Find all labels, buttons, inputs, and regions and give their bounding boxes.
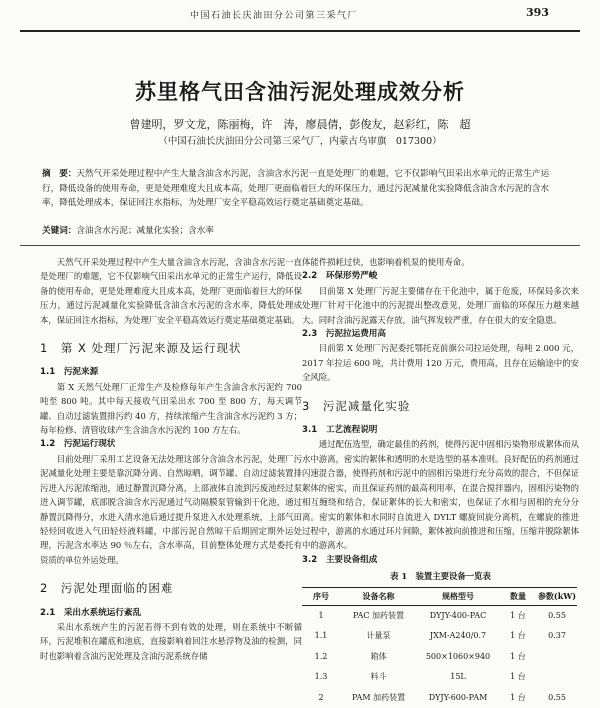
section-3-1-heading: 3.1 工艺流程说明 xyxy=(302,425,378,436)
table-cell: 1 台 xyxy=(510,631,526,641)
section-1-1-text: 第 X 天然气处理厂正常生产及检修每年产生含油含水污泥约 700 吨至 800 吨。其中每天接收气田采出水 700 至 800 方，每天调节罐、自动过滤装置排污约 40 方，持续浓缩产生含油含水污泥约 3 方；每年检修、清管收球产生含油含水污泥约 100 方左右。 xyxy=(40,381,302,436)
abstract-rule xyxy=(20,245,580,246)
table-cell: 0.55 xyxy=(548,692,566,702)
left-column xyxy=(40,255,302,663)
section-2-3-text: 目前第 X 处理厂污泥委托鄂托克前旗公司拉运处理，每吨 2 000 元，2017 年拉运 600 吨，共计费用 120 万元，费用高，且存在运输途中的安全风险。 xyxy=(302,343,579,383)
section-3-1-text: 通过配伍选型，确定最佳的药剂，使得污泥中固相污染物形成絮体而从水中游离，密实的絮体和透明的水是选型的基本准则。良好配伍的药剂通过闪速混合器，使得药剂和污泥中的固相污染进行充分高效的混合，不但保证絮体的密实，而且保证药剂的最高利用率，在混合搅拌器内，固相污染物的相互缠绕和结合，保证絮体的长大和密实，也保证了水相与固相的充分分离。密实的絮体和水同时自流进入 DYLT 螺旋回旋分离机，在螺旋的推进过程中，游离的水通过环片间隙，絮体被向前推进和压缩，压缩并脱除絮体中的游离水。 xyxy=(302,439,579,551)
right-column xyxy=(302,255,579,708)
table-caption: 表 1 装置主要设备一览表 xyxy=(390,571,491,582)
keywords xyxy=(42,224,562,236)
running-title: 中国石油长庆油田分公司第三采气厂 xyxy=(190,11,359,21)
table-cell: JXM-A240/0.7 xyxy=(429,631,487,641)
table-cell: 1 台 xyxy=(510,692,526,702)
equipment-table xyxy=(302,587,577,708)
table-row xyxy=(302,647,577,668)
section-1-2-heading: 1.2 污泥运行现状 xyxy=(40,439,116,450)
paper-title: 苏里格气田含油污泥处理成效分析 xyxy=(135,80,465,104)
table-cell: DYJY-400-PAC xyxy=(429,610,487,620)
section-2-1-heading: 2.1 采出水系统运行紊乱 xyxy=(40,607,142,618)
table-header-cell: 规格型号 xyxy=(417,587,499,605)
table-header-cell: 设备名称 xyxy=(340,587,417,605)
table-header-cell: 数量 xyxy=(499,587,537,605)
table-cell: 1.1 xyxy=(314,631,328,641)
section-2-heading: 2 污泥处理面临的困难 xyxy=(40,581,174,596)
table-cell xyxy=(537,667,577,688)
table-cell: 0.37 xyxy=(548,631,566,641)
section-3-heading: 3 污泥减量化实验 xyxy=(302,398,411,413)
table-row xyxy=(302,626,577,647)
abstract xyxy=(42,167,562,211)
section-2-1-text: 采出水系统产生的污泥若得不到有效的处理，则在系统中不断循环，污泥堆积在罐底和池底，直接影响着回注水悬浮物及油的检测，同时也影响着含油污泥处理及含油污泥系统存储 xyxy=(40,621,302,661)
abstract-label: 摘 要： xyxy=(42,169,77,179)
table-cell: 1.3 xyxy=(314,672,328,682)
section-1-1-heading: 1.1 污泥来源 xyxy=(40,367,99,378)
page-number: 393 xyxy=(526,6,549,19)
keywords-text: 含油含水污泥；减量化实验；含水率 xyxy=(76,226,214,236)
section-2-2-text: 目前第 X 处理厂污泥主要储存在干化池中，属于危废，环保局多次来处理厂针对干化池中的污泥提出整改意见，处理厂面临的环保压力越来越大。同时含油污泥露天存放，油气挥发较严重，存在很大的安全隐患。 xyxy=(302,285,579,325)
table-cell: 500×1060×940 xyxy=(425,651,491,661)
table-cell: 计量泵 xyxy=(366,631,391,641)
continued-text: 体能件损耗过快，也影响着机泵的使用寿命。 xyxy=(302,257,470,267)
table-cell: 0.55 xyxy=(548,610,566,620)
table-cell xyxy=(537,647,577,668)
table-cell: 1 台 xyxy=(510,672,526,682)
table-cell: 15L xyxy=(450,672,466,682)
table-cell: DYJY-600-PAM xyxy=(428,692,488,702)
keywords-label: 关键词： xyxy=(42,226,77,236)
table-cell: PAM 加药装置 xyxy=(351,692,406,702)
table-header-cell: 序号 xyxy=(302,587,340,605)
table-cell: 1.2 xyxy=(314,651,328,661)
running-header xyxy=(0,0,600,44)
table-cell: 1 台 xyxy=(510,651,526,661)
table-header-row xyxy=(302,587,577,605)
table-cell: 1 xyxy=(318,610,324,620)
intro-paragraph: 天然气开采处理过程中产生大量含油含水污泥，含油含水污泥一直是处理厂的难题，它不仅影响气田采出水单元的正常生产运行，降低设备的使用寿命，更是处理难度大且成本高，处理厂更面临着巨大的环保压力，通过污泥减量化实验降低含油含水污泥的含水率，降低处理成本，保证回注水指标，为处理厂安全平稳高效运行奠定基础奠定基础。 xyxy=(40,257,302,325)
table-header-cell: 参数(kW) xyxy=(537,587,577,605)
table-cell: PAC 加药装置 xyxy=(352,610,405,620)
header-rule xyxy=(20,30,580,32)
table-cell: 料斗 xyxy=(370,672,387,682)
section-3-2-heading: 3.2 主要设备组成 xyxy=(302,554,378,565)
table-row xyxy=(302,667,577,688)
abstract-text: 天然气开采处理过程中产生大量含油含水污泥，含油含水污泥一直是处理厂的难题，它不仅影响气田采出水单元的正常生产运行，降低设备的使用寿命，更是处理难度大且成本高，处理厂更面临着巨大的环保压力，通过污泥减量化实验降低含油含水污泥的含水率，降低处理成本，保证回注水指标，为处理厂安全平稳高效运行奠定基础奠定基础。 xyxy=(42,169,550,208)
table-cell: 箱体 xyxy=(370,651,387,661)
table-row xyxy=(302,688,577,708)
table-row xyxy=(302,605,577,626)
section-2-3-heading: 2.3 污泥拉运费用高 xyxy=(302,329,386,340)
authors: 曾建明，罗文龙，陈丽梅，许 涛，廖晨倩，彭俊友，赵彩红，陈 超 xyxy=(129,118,471,131)
table-cell: 2 xyxy=(318,692,324,702)
table-cell: 1 台 xyxy=(510,610,526,620)
section-1-2-text: 目前处理厂采用工艺设备无法处理这部分含油含水污泥，处理厂污泥减量化处理主要是靠沉降分离、自然晾晒，调节罐、自动过滤装置排污进入污泥浓缩池，通过静置沉降分离，上部液体自流到污废池经过泵进入调节罐，底部脱含油含水污泥通过气动隔膜泵管输到干化池，通过静置沉降得分，水进入清水池后通过提升泵进入水处理系统，上部气田轻烃回收进入气田轻烃液料罐，中部污泥自然晾干后期固定期外运处理，污泥含水率达 90 ％左右，含水率高，目前整体处理方式是委托有资质的单位外运处理。 xyxy=(40,453,302,565)
section-2-2-heading: 2.2 环保形势严峻 xyxy=(302,271,378,282)
section-1-heading: 1 第 X 处理厂污泥来源及运行现状 xyxy=(40,341,242,356)
affiliation: （中国石油长庆油田分公司第三采气厂，内蒙古乌审旗 017300） xyxy=(158,136,442,147)
